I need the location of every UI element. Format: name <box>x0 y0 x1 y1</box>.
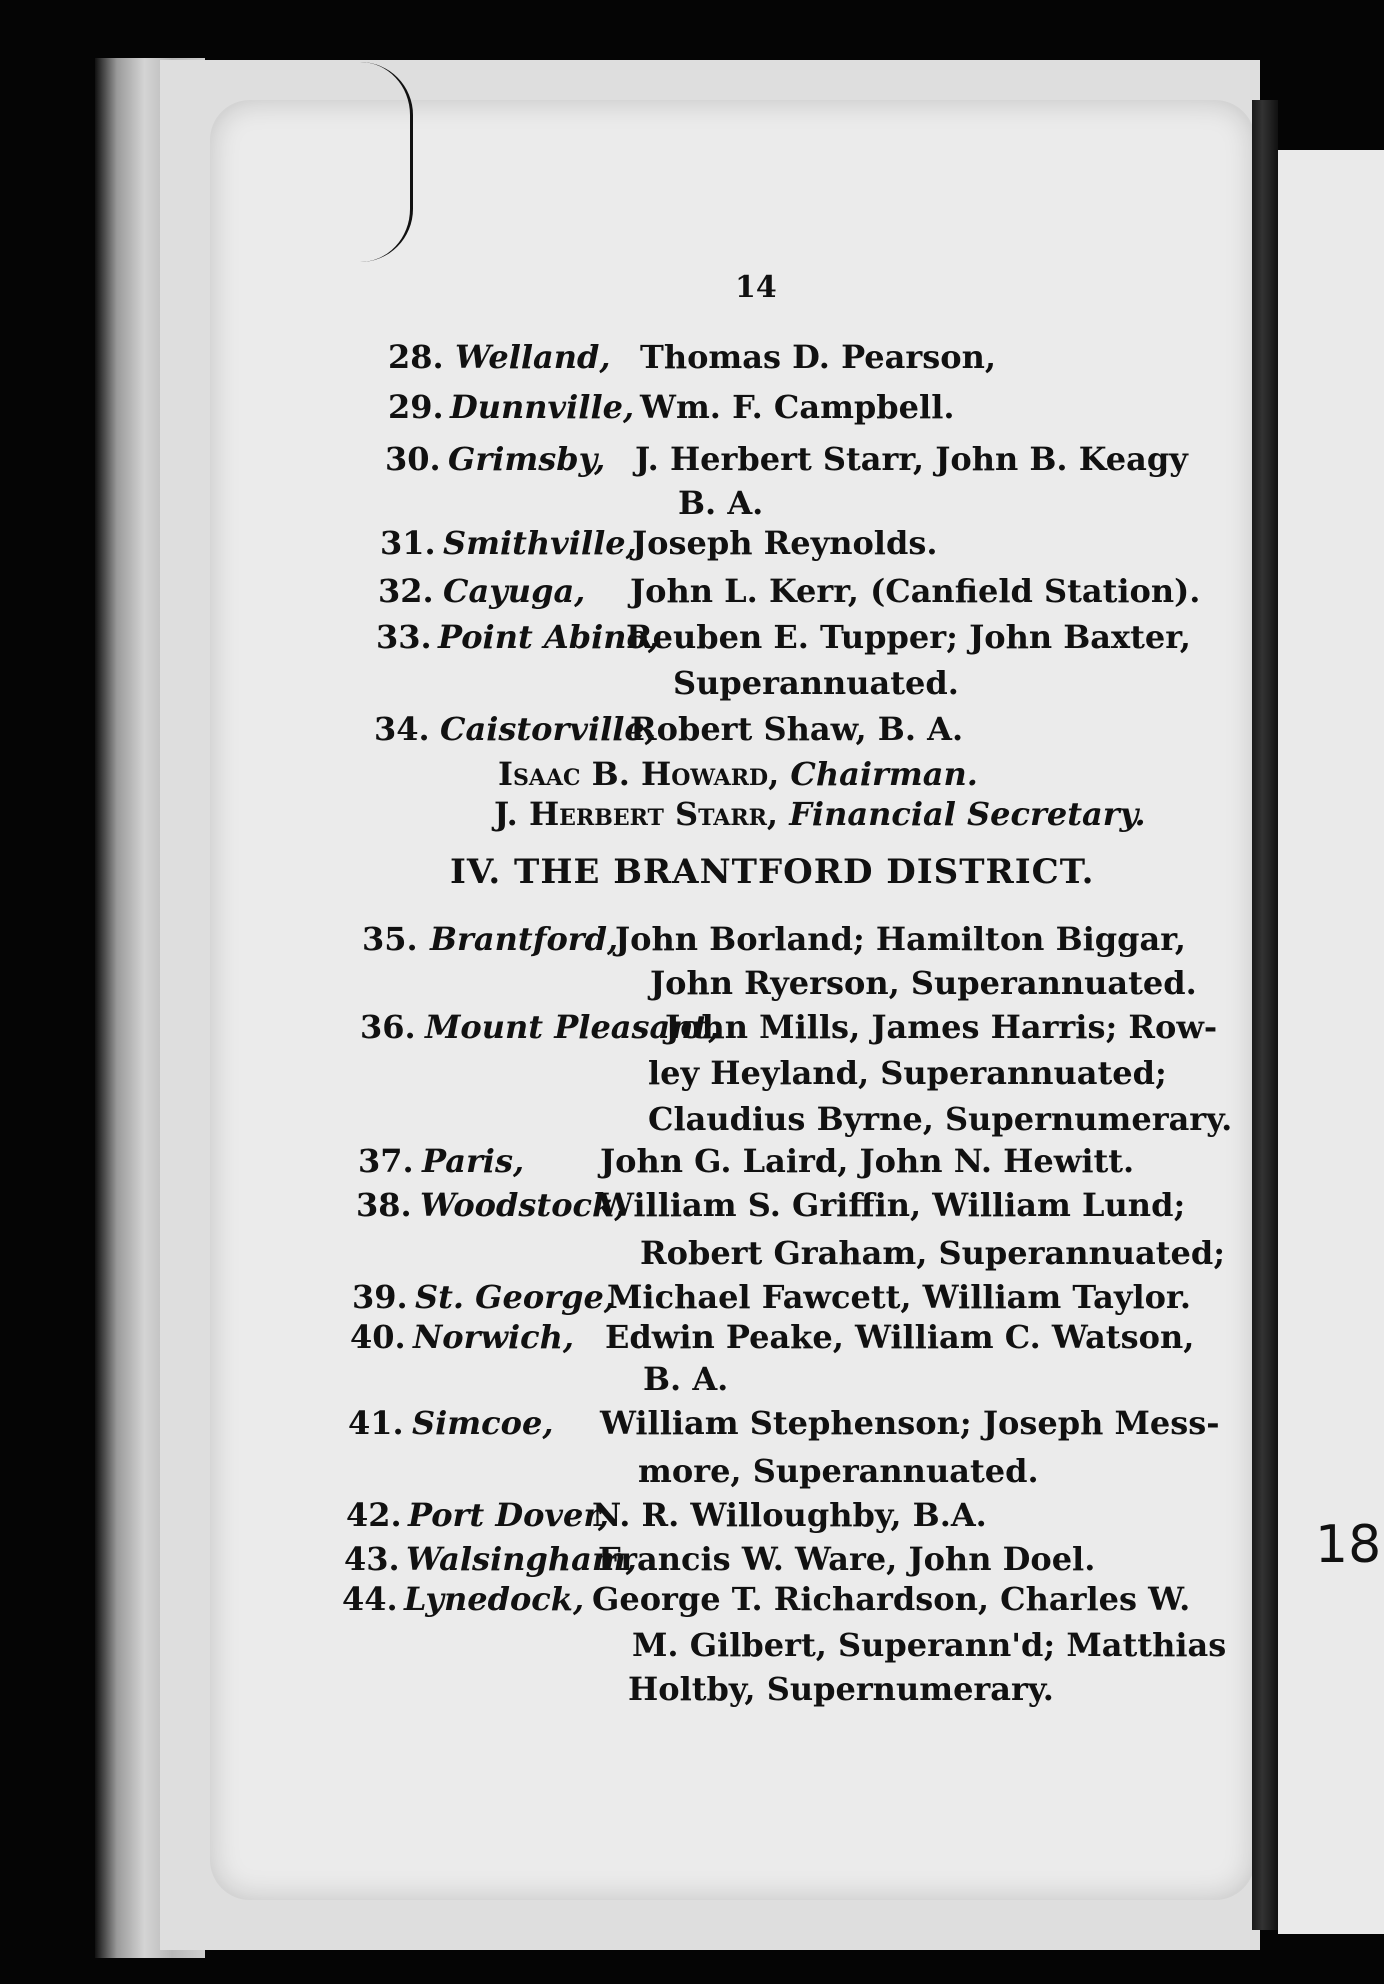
page-number: 14 <box>735 270 777 305</box>
list-item-continued: ley Heyland, Superannuated; <box>648 1054 1167 1092</box>
binding-spine <box>1252 100 1278 1930</box>
facing-page-edge <box>1278 150 1384 1934</box>
list-item-continued: Holtby, Supernumerary. <box>628 1670 1054 1708</box>
list-item-continued: B. A. <box>643 1360 729 1398</box>
list-item-continued: B. A. <box>678 484 764 522</box>
list-item-continued: Superannuated. <box>673 664 959 702</box>
list-item-continued: Claudius Byrne, Supernumerary. <box>648 1100 1233 1138</box>
district-heading: IV. THE BRANTFORD DISTRICT. <box>450 852 1095 892</box>
list-item-continued: John Ryerson, Superannuated. <box>650 964 1197 1002</box>
ink-stroke <box>360 62 413 262</box>
secretary-line: J. Herbert Starr, Financial Secretary. <box>494 795 1146 833</box>
margin-mark: 18 <box>1315 1515 1382 1575</box>
list-item-continued: more, Superannuated. <box>638 1452 1039 1490</box>
list-item-continued: M. Gilbert, Superann'd; Matthias <box>632 1626 1227 1664</box>
list-item-continued: Robert Graham, Superannuated; <box>640 1234 1226 1272</box>
chairman-line: Isaac B. Howard, Chairman. <box>498 755 978 793</box>
